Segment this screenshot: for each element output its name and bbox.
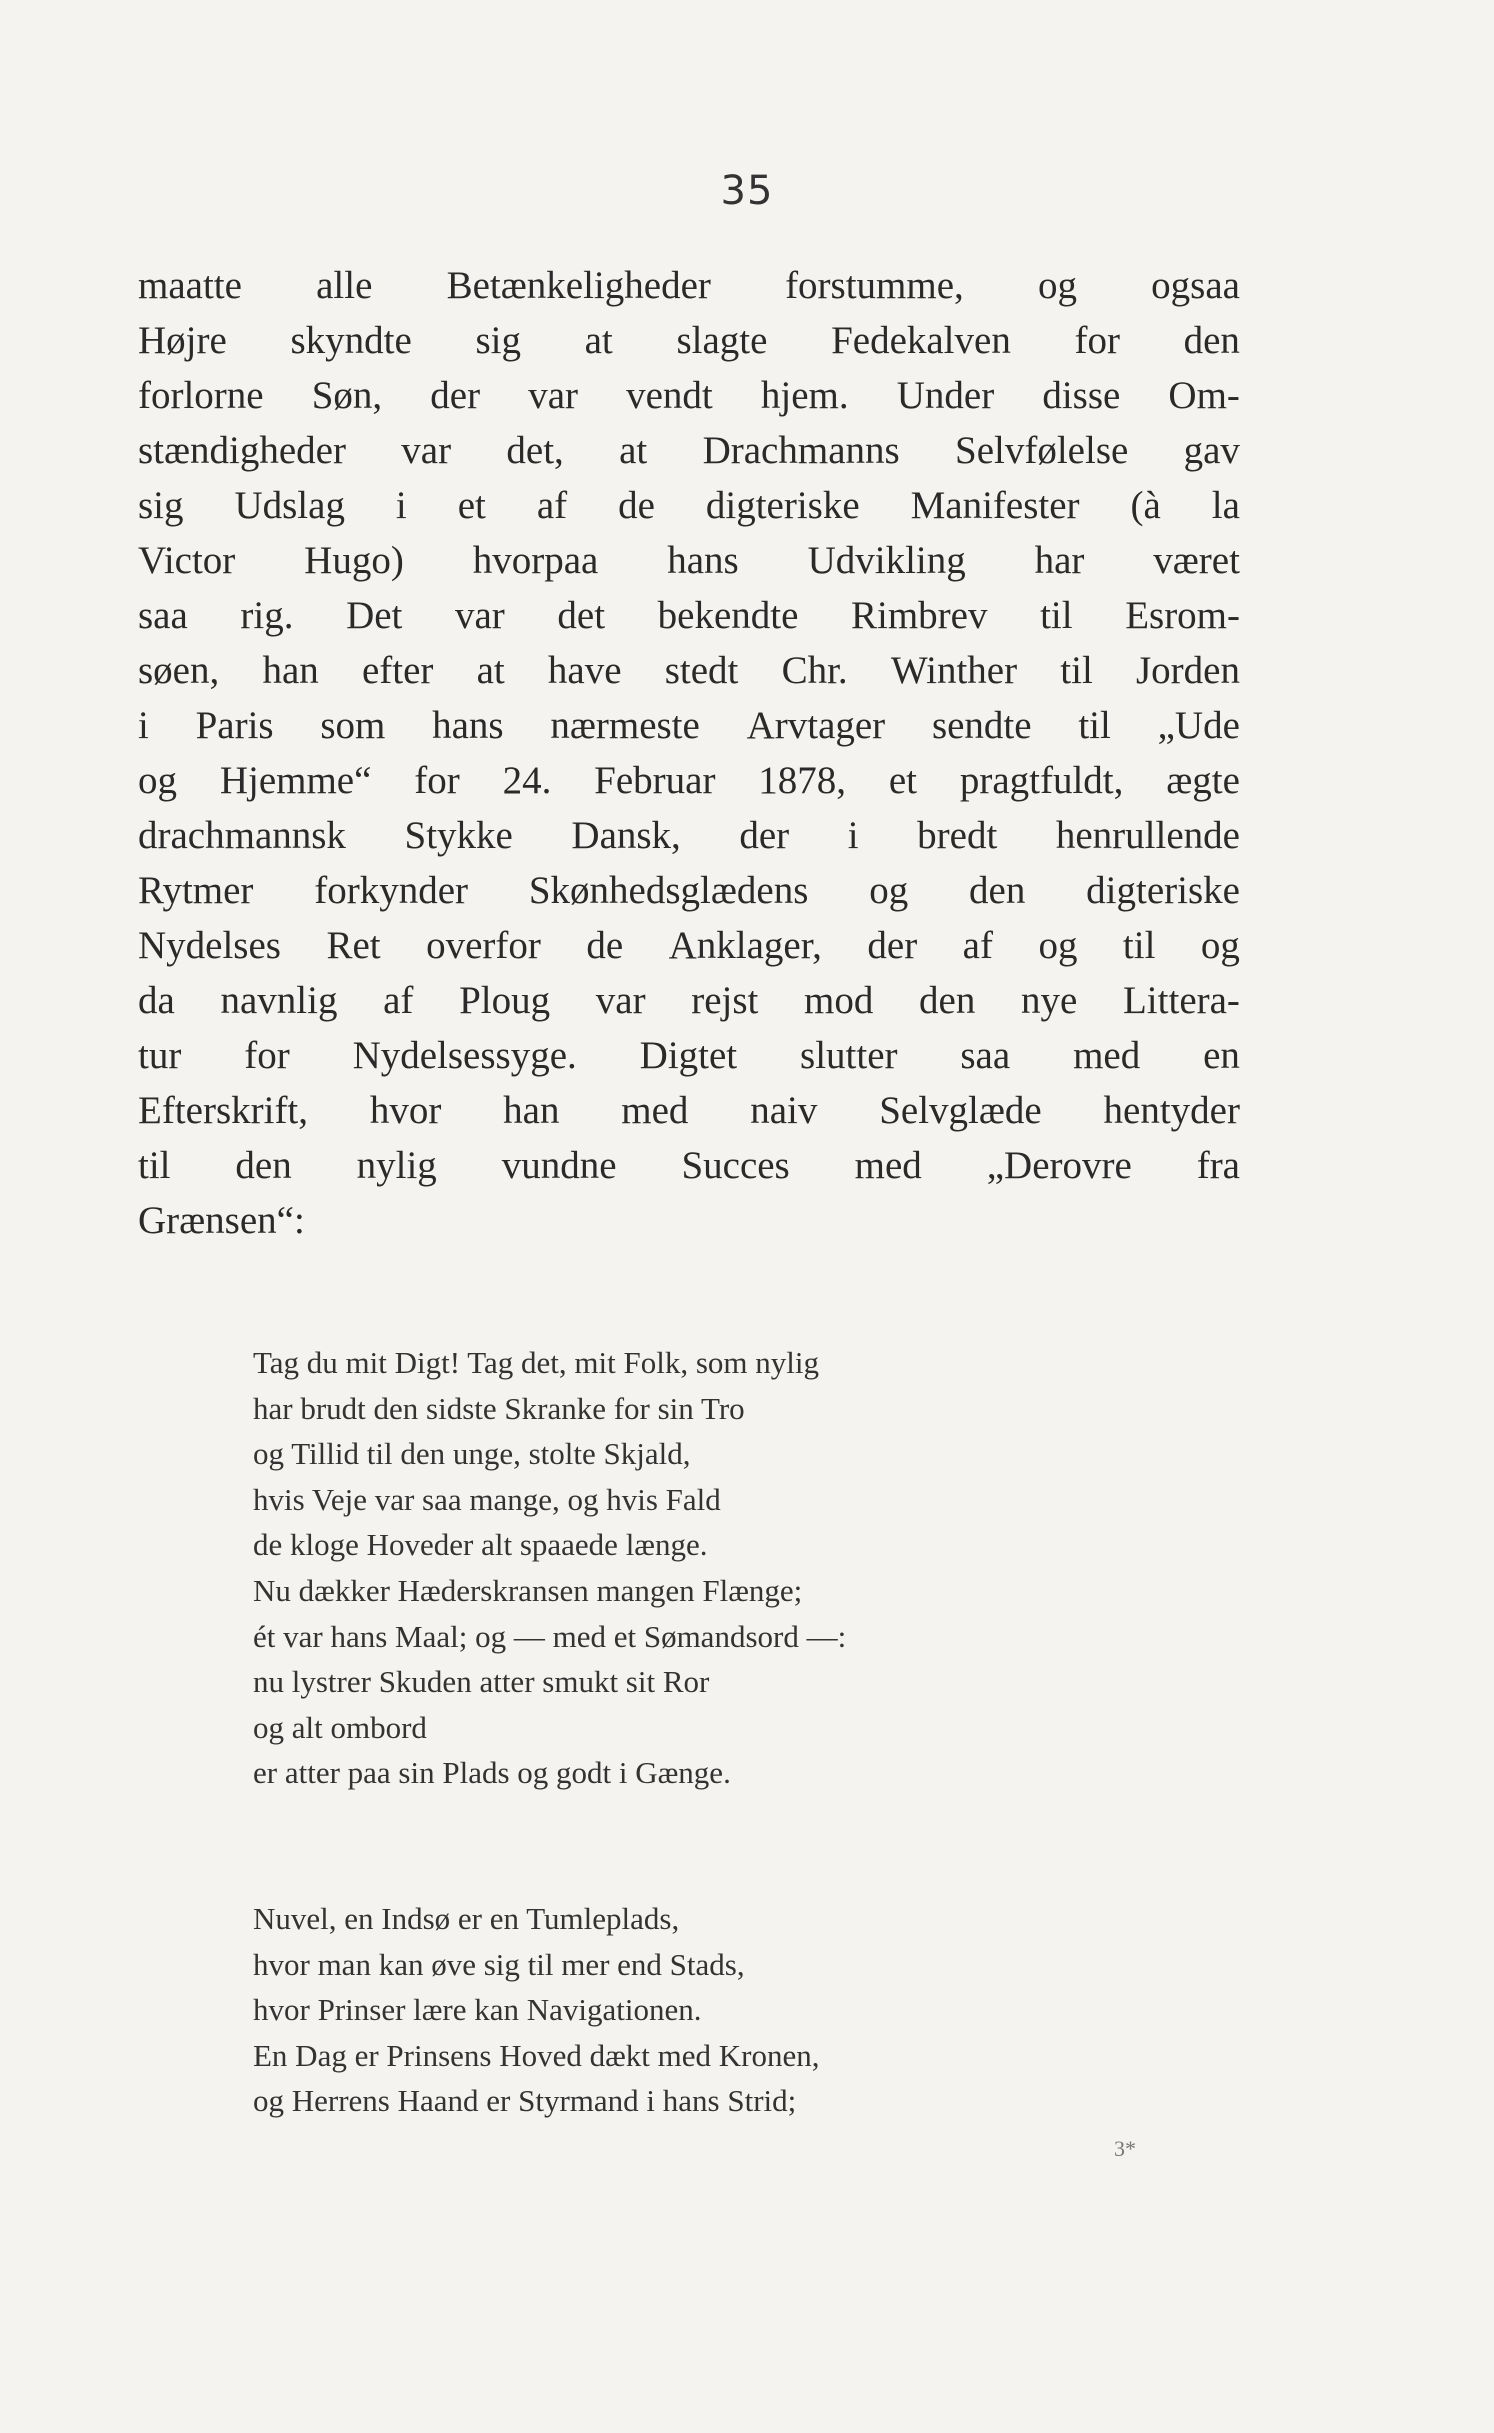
word: hvorpaa bbox=[472, 539, 599, 582]
word: saa bbox=[960, 1034, 1011, 1077]
word: nye bbox=[1021, 979, 1078, 1022]
word: mod bbox=[804, 979, 874, 1022]
word: Manifester bbox=[910, 484, 1080, 527]
word: Succes bbox=[681, 1144, 790, 1187]
body-line bbox=[138, 533, 1240, 588]
word: digteriske bbox=[1086, 869, 1240, 912]
page-number: 35 bbox=[720, 168, 774, 214]
body-line bbox=[138, 313, 1240, 368]
word: Fedekalven bbox=[831, 319, 1011, 362]
word: navnlig bbox=[220, 979, 338, 1022]
poem-line: og alt ombord bbox=[253, 1709, 427, 1745]
word: Ret bbox=[326, 924, 381, 967]
word: søen, bbox=[138, 649, 220, 692]
word: Littera- bbox=[1122, 979, 1240, 1022]
word: Hugo) bbox=[304, 539, 404, 582]
word: af bbox=[536, 484, 568, 527]
word: Winther bbox=[890, 649, 1018, 692]
word: digteriske bbox=[705, 484, 860, 527]
poem-line: En Dag er Prinsens Hoved dækt med Kronen, bbox=[253, 2037, 820, 2073]
word: af bbox=[383, 979, 414, 1022]
word: overfor bbox=[426, 924, 541, 967]
body-line bbox=[138, 368, 1240, 423]
word: den bbox=[235, 1144, 292, 1187]
word: og bbox=[1038, 924, 1078, 967]
word: en bbox=[1203, 1034, 1240, 1077]
word: i bbox=[847, 814, 859, 857]
word: og bbox=[138, 759, 177, 802]
word: tur bbox=[138, 1034, 182, 1077]
word: af bbox=[962, 924, 993, 967]
word: Under bbox=[896, 374, 995, 417]
word: Victor bbox=[138, 539, 236, 582]
word: vundne bbox=[501, 1144, 617, 1187]
word: Rytmer bbox=[138, 869, 254, 912]
word: der bbox=[739, 814, 790, 857]
body-line bbox=[138, 863, 1240, 918]
word: fra bbox=[1196, 1144, 1240, 1187]
word: det bbox=[557, 594, 606, 637]
word: stedt bbox=[664, 649, 739, 692]
word: Esrom- bbox=[1125, 594, 1240, 637]
word: ægte bbox=[1166, 759, 1240, 802]
poem-line: de kloge Hoveder alt spaaede længe. bbox=[253, 1527, 708, 1563]
word: rig. bbox=[240, 594, 294, 637]
word: var bbox=[595, 979, 646, 1022]
word: den bbox=[969, 869, 1026, 912]
body-line bbox=[138, 1083, 1240, 1138]
word: Ploug bbox=[459, 979, 551, 1022]
word: Drachmanns bbox=[702, 429, 900, 472]
word: bredt bbox=[917, 814, 998, 857]
word: med bbox=[621, 1089, 689, 1132]
word: Udvikling bbox=[807, 539, 966, 582]
word: efter bbox=[361, 649, 434, 692]
body-line bbox=[138, 698, 1240, 753]
word: Nydelsessyge. bbox=[352, 1034, 577, 1077]
word: nylig bbox=[356, 1144, 437, 1187]
word: alle bbox=[316, 264, 373, 307]
word: som bbox=[320, 704, 386, 747]
word: skyndte bbox=[290, 319, 412, 362]
word: Anklager, bbox=[668, 924, 822, 967]
word: sig bbox=[138, 484, 184, 527]
word: Søn, bbox=[311, 374, 383, 417]
word: den bbox=[1183, 319, 1240, 362]
body-line bbox=[138, 753, 1240, 808]
word: hjem. bbox=[760, 374, 849, 417]
word: han bbox=[262, 649, 319, 692]
word: hans bbox=[432, 704, 504, 747]
poem-line: hvor man kan øve sig til mer end Stads, bbox=[253, 1946, 745, 1982]
word: med bbox=[854, 1144, 922, 1187]
word: forstumme, bbox=[785, 264, 964, 307]
word: med bbox=[1073, 1034, 1141, 1077]
word: stændigheder bbox=[138, 429, 346, 472]
poem-line: Nu dækker Hæderskransen mangen Flænge; bbox=[253, 1572, 803, 1608]
word: et bbox=[888, 759, 918, 802]
word: Efterskrift, bbox=[138, 1089, 309, 1132]
word: de bbox=[586, 924, 624, 967]
word: saa bbox=[138, 594, 188, 637]
poem-line: Tag du mit Digt! Tag det, mit Folk, som nylig bbox=[253, 1345, 819, 1380]
word: har bbox=[1034, 539, 1085, 582]
word: Om- bbox=[1168, 374, 1240, 417]
word: i bbox=[138, 704, 149, 747]
poem-stanza-1 bbox=[253, 1340, 846, 1796]
word: Selvglæde bbox=[879, 1089, 1042, 1132]
word: været bbox=[1153, 539, 1240, 582]
word: og bbox=[1037, 264, 1077, 307]
body-text bbox=[138, 258, 1240, 1248]
word: Grænsen“: bbox=[138, 1199, 305, 1242]
word: maatte bbox=[138, 264, 242, 307]
word: der bbox=[430, 374, 481, 417]
body-line bbox=[138, 643, 1240, 698]
word: Højre bbox=[138, 319, 227, 362]
word: den bbox=[919, 979, 976, 1022]
word: henrullende bbox=[1055, 814, 1240, 857]
body-line bbox=[138, 1193, 1240, 1248]
word: gav bbox=[1183, 429, 1240, 472]
word: Jorden bbox=[1135, 649, 1240, 692]
word: Nydelses bbox=[138, 924, 281, 967]
word: og bbox=[1200, 924, 1240, 967]
poem-line: og Tillid til den unge, stolte Skjald, bbox=[253, 1436, 691, 1472]
word: Digtet bbox=[639, 1034, 738, 1077]
word: var bbox=[401, 429, 452, 472]
word: Det bbox=[346, 594, 403, 637]
word: sig bbox=[475, 319, 521, 362]
word: forlorne bbox=[138, 374, 264, 417]
word: 24. bbox=[502, 759, 552, 802]
word: hentyder bbox=[1103, 1089, 1240, 1132]
word: Februar bbox=[594, 759, 716, 802]
word: det, bbox=[506, 429, 564, 472]
word: (à bbox=[1130, 484, 1161, 527]
poem-line: ét var hans Maal; og — med et Sømandsord —: bbox=[253, 1618, 847, 1654]
word: Skønhedsglædens bbox=[528, 869, 809, 912]
word: til bbox=[138, 1144, 171, 1187]
poem-line: er atter paa sin Plads og godt i Gænge. bbox=[253, 1755, 731, 1791]
word: ogsaa bbox=[1151, 264, 1240, 307]
word: Selvfølelse bbox=[955, 429, 1129, 472]
word: forkynder bbox=[314, 869, 469, 912]
poem-stanza-2 bbox=[253, 1896, 820, 2124]
word: Udslag bbox=[234, 484, 345, 527]
word: nærmeste bbox=[550, 704, 700, 747]
word: for bbox=[244, 1034, 290, 1077]
body-line bbox=[138, 423, 1240, 478]
body-line bbox=[138, 1138, 1240, 1193]
word: slagte bbox=[676, 319, 768, 362]
word: hans bbox=[667, 539, 739, 582]
body-line bbox=[138, 258, 1240, 313]
body-line bbox=[138, 1028, 1240, 1083]
word: der bbox=[867, 924, 918, 967]
word: et bbox=[457, 484, 486, 527]
word: at bbox=[619, 429, 648, 472]
word: vendt bbox=[626, 374, 713, 417]
word: sendte bbox=[931, 704, 1032, 747]
word: til bbox=[1078, 704, 1111, 747]
poem-line: nu lystrer Skuden atter smukt sit Ror bbox=[253, 1664, 710, 1700]
word: Dansk, bbox=[571, 814, 681, 857]
body-line bbox=[138, 918, 1240, 973]
signature-mark: 3* bbox=[1114, 2136, 1136, 2161]
poem-line: har brudt den sidste Skranke for sin Tro bbox=[253, 1390, 745, 1426]
poem-line: Nuvel, en Indsø er en Tumleplads, bbox=[253, 1901, 680, 1936]
word: han bbox=[503, 1089, 560, 1132]
word: for bbox=[414, 759, 460, 802]
poem-line: og Herrens Haand er Styrmand i hans Strid; bbox=[253, 2083, 797, 2119]
word: Stykke bbox=[404, 814, 513, 857]
word: for bbox=[1074, 319, 1120, 362]
word: Chr. bbox=[781, 649, 848, 692]
word: at bbox=[584, 319, 613, 362]
word: i bbox=[395, 484, 407, 527]
word: have bbox=[547, 649, 622, 692]
word: Arvtager bbox=[746, 704, 886, 747]
word: til bbox=[1122, 924, 1156, 967]
poem-line: hvor Prinser lære kan Navigationen. bbox=[253, 1992, 702, 2028]
word: „Derovre bbox=[986, 1144, 1132, 1187]
word: „Ude bbox=[1157, 704, 1240, 747]
word: 1878, bbox=[758, 759, 847, 802]
word: Paris bbox=[195, 704, 274, 747]
word: rejst bbox=[691, 979, 759, 1022]
word: disse bbox=[1042, 374, 1121, 417]
body-line bbox=[138, 973, 1240, 1028]
word: at bbox=[476, 649, 505, 692]
word: Rimbrev bbox=[851, 594, 988, 637]
word: naiv bbox=[750, 1089, 818, 1132]
word: da bbox=[138, 979, 175, 1022]
poem-line: hvis Veje var saa mange, og hvis Fald bbox=[253, 1481, 721, 1517]
word: bekendte bbox=[657, 594, 799, 637]
word: var bbox=[454, 594, 505, 637]
body-line bbox=[138, 588, 1240, 643]
word: slutter bbox=[800, 1034, 898, 1077]
word: pragtfuldt, bbox=[959, 759, 1124, 802]
word: hvor bbox=[369, 1089, 442, 1132]
word: til bbox=[1040, 594, 1073, 637]
body-line bbox=[138, 478, 1240, 533]
body-line bbox=[138, 808, 1240, 863]
word: drachmannsk bbox=[138, 814, 346, 857]
word: de bbox=[618, 484, 655, 527]
word: Betænkeligheder bbox=[446, 264, 711, 307]
word: la bbox=[1211, 484, 1240, 527]
word: Hjemme“ bbox=[219, 759, 372, 802]
word: var bbox=[528, 374, 579, 417]
word: og bbox=[869, 869, 909, 912]
word: til bbox=[1060, 649, 1093, 692]
